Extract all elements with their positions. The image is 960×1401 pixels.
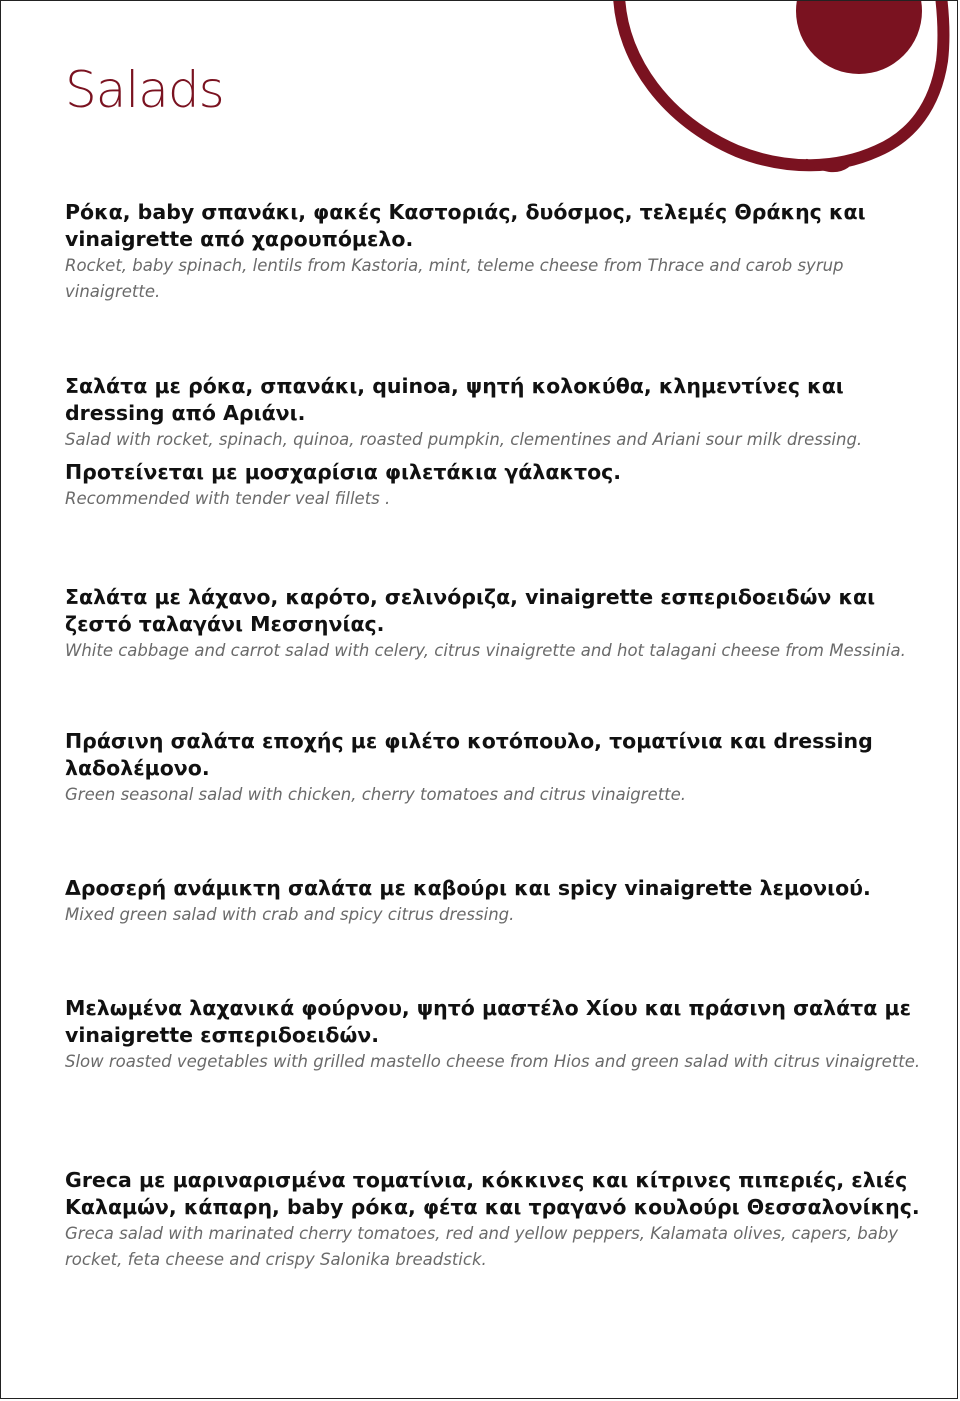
item-english-description: Rocket, baby spinach, lentils from Kastoria, mint, teleme cheese from Thrace and carob syrup vinaigrette.	[65, 256, 844, 301]
wine-stain-dot	[796, 1, 922, 74]
menu-item	[65, 373, 925, 512]
menu-item	[65, 875, 925, 928]
item-greek-name: Δροσερή ανάμικτη σαλάτα με καβούρι και spicy vinaigrette λεμονιού.	[65, 876, 871, 900]
item-english-description: Salad with rocket, spinach, quinoa, roasted pumpkin, clementines and Ariani sour milk dressing.	[65, 430, 863, 449]
page-title: Salads	[65, 61, 224, 119]
item-greek-name: Σαλάτα με λάχανο, καρότο, σελινόριζα, vinaigrette εσπεριδοειδών και ζεστό ταλαγάνι Μεσσηνίας.	[65, 585, 876, 636]
item-greek-name: Ρόκα, baby σπανάκι, φακές Καστοριάς, δυόσμος, τελεμές Θράκης και vinaigrette από χαρουπόμελο.	[65, 200, 866, 251]
menu-item	[65, 995, 925, 1075]
menu-item	[65, 584, 925, 664]
item-english-description: Green seasonal salad with chicken, cherry tomatoes and citrus vinaigrette.	[65, 785, 687, 804]
menu-item	[65, 1167, 925, 1273]
item-english-description: Slow roasted vegetables with grilled mastello cheese from Hios and green salad with citrus vinaigrette.	[65, 1052, 921, 1071]
item-english-description: Mixed green salad with crab and spicy citrus dressing.	[65, 905, 515, 924]
item-greek-name: Πράσινη σαλάτα εποχής με φιλέτο κοτόπουλο, τοματίνια και dressing λαδολέμονο.	[65, 729, 873, 780]
wine-ring-decoration	[597, 1, 957, 201]
item-english-description: White cabbage and carrot salad with celery, citrus vinaigrette and hot talagani cheese from Messinia.	[65, 641, 906, 660]
item-recommendation-english: Recommended with tender veal fillets .	[65, 489, 391, 508]
item-greek-name: Greca με μαριναρισμένα τοματίνια, κόκκινες και κίτρινες πιπεριές, ελιές Καλαμών, κάπαρη, baby ρόκα, φέτα και τραγανό κουλούρι Θεσσαλονίκης.	[65, 1168, 920, 1219]
item-greek-name: Μελωμένα λαχανικά φούρνου, ψητό μαστέλο Χίου και πράσινη σαλάτα με vinaigrette εσπεριδοειδών.	[65, 996, 911, 1047]
item-english-description: Greca salad with marinated cherry tomatoes, red and yellow peppers, Kalamata olives, capers, baby rocket, feta cheese and crispy Salonika breadstick.	[65, 1224, 899, 1269]
menu-item	[65, 728, 925, 808]
menu-item	[65, 199, 925, 305]
item-recommendation-greek: Προτείνεται με μοσχαρίσια φιλετάκια γάλακτος.	[65, 460, 622, 484]
item-greek-name: Σαλάτα με ρόκα, σπανάκι, quinoa, ψητή κολοκύθα, κλημεντίνες και dressing από Αριάνι.	[65, 374, 844, 425]
